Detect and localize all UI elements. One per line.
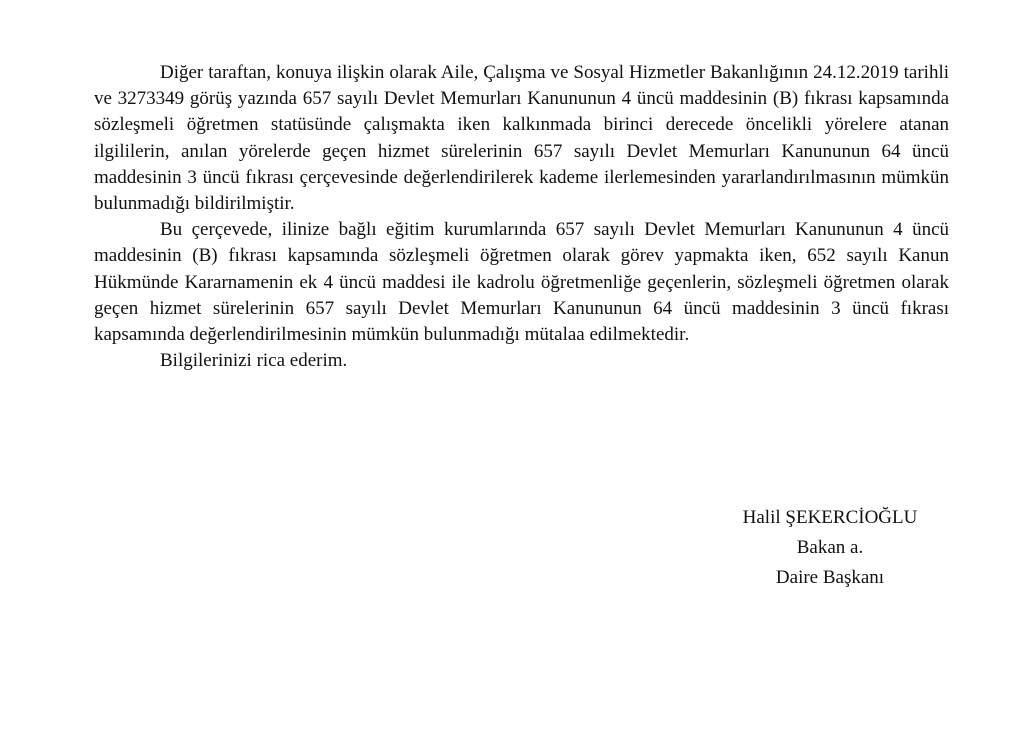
paragraph-closing: Bilgilerinizi rica ederim. <box>160 350 348 372</box>
signatory-name: Halil ŞEKERCİOĞLU <box>742 507 918 528</box>
paragraph-opinion-reference: Diğer taraftan, konuya ilişkin olarak Aile, Çalışma ve Sosyal Hizmetler Bakanlığının 24.12.2019 tarihli ve 3273349 görüş yazında 657 sayılı Devlet Memurları Kanununun 4 üncü maddesinin (B) fıkrası kapsamında sözleşmeli öğretmen statüsünde çalışmakta iken kalkınmada birinci derecede öncelikli yörelere atanan ilgililerin, anılan yörelerde geçen hizmet sürelerinin 657 sayılı Devlet Memurları Kanununun 64 üncü maddesinin 3 üncü fıkrası çerçevesinde değerlendirilerek kademe ilerlemesinden yararlandırılmasının mümkün bulunmadığı bildirilmiştir. <box>94 62 949 215</box>
signature-block <box>700 503 960 593</box>
signatory-on-behalf: Bakan a. <box>796 537 864 558</box>
letter-body <box>94 60 949 374</box>
signatory-title: Daire Başkanı <box>775 567 885 588</box>
paragraph-conclusion: Bu çerçevede, ilinize bağlı eğitim kurumlarında 657 sayılı Devlet Memurları Kanununun 4 üncü maddesinin (B) fıkrası kapsamında sözleşmeli öğretmen olarak görev yapmakta iken, 652 sayılı Kanun Hükmünde Kararnamenin ek 4 üncü maddesi ile kadrolu öğretmenliğe geçenlerin, sözleşmeli öğretmen olarak geçen hizmet sürelerinin 657 sayılı Devlet Memurları Kanununun 64 üncü maddesinin 3 üncü fıkrası kapsamında değerlendirilmesinin mümkün bulunmadığı mütalaa edilmektedir. <box>94 219 949 346</box>
